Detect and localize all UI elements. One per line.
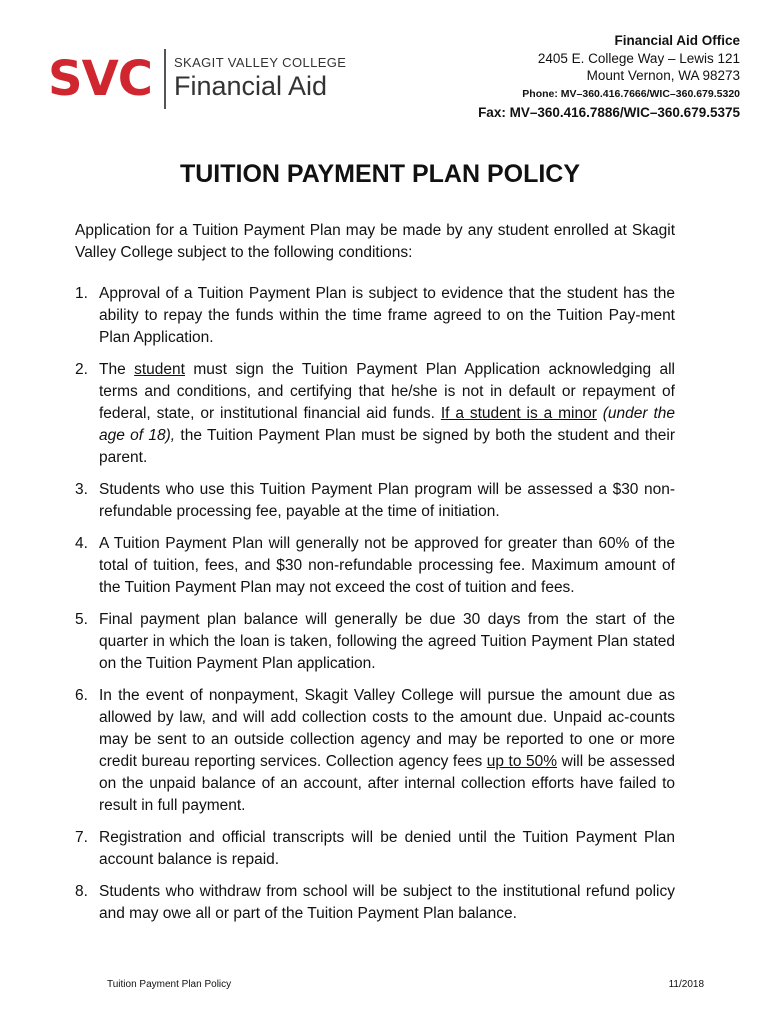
policy-body (75, 220, 675, 935)
policy-condition-item (75, 359, 675, 469)
logo-department-name: Financial Aid (173, 70, 328, 101)
condition-number: 7. (75, 829, 88, 846)
footer-document-name: Tuition Payment Plan Policy (107, 979, 232, 990)
policy-condition-item (75, 533, 675, 599)
condition-text-run: will be assessed on the unpaid balance of an account, after internal collection efforts have failed to result in full payment. (99, 753, 675, 814)
office-address-line2: Mount Vernon, WA 98273 (586, 68, 740, 83)
office-title: Financial Aid Office (614, 33, 740, 48)
condition-text-underline: If a student is a minor (440, 405, 597, 422)
condition-text-run: Registration and official transcripts will be denied until the Tuition Payment Plan account balance is repaid. (99, 829, 675, 868)
condition-text-run: A Tuition Payment Plan will generally not be approved for greater than 60% of the total of tuition, fees, and $30 non-refundable processing fee. Maximum amount of the Tuition Payment Plan may not exceed the cost of tuition and fees. (99, 535, 675, 596)
condition-text-run: must sign the Tuition Payment Plan Application acknowledging all terms and conditions, and certifying that he/she is not in default or repayment of federal, state, or institutional financial aid funds. (99, 361, 675, 422)
condition-number: 6. (75, 687, 88, 704)
policy-condition-item (75, 685, 675, 817)
condition-text-run: In the event of nonpayment, Skagit Valley College will pursue the amount due as allowed by law, and will add collection costs to the amount due. Unpaid ac-counts may be sent to an outside collection agency and may be reported to one or more credit bureau reporting services. Collection agency fees (99, 687, 675, 770)
office-contact-block (478, 32, 740, 123)
condition-number: 4. (75, 535, 88, 552)
condition-text-run: Final payment plan balance will generally be due 30 days from the start of the quarter in which the loan is taken, following the agreed Tuition Payment Plan stated on the Tuition Payment Plan application. (99, 611, 675, 672)
condition-text-underline: up to 50% (486, 753, 558, 770)
condition-text-run: The (99, 361, 135, 378)
office-phone: Phone: MV–360.416.7666/WIC–360.679.5320 (522, 88, 740, 100)
policy-condition-item (75, 881, 675, 925)
condition-text-italic: (under the age of 18), (99, 405, 675, 444)
policy-condition-item (75, 827, 675, 871)
condition-text (99, 479, 675, 523)
logo-mark: SVC (48, 51, 152, 107)
office-address-line1: 2405 E. College Way – Lewis 121 (537, 51, 740, 66)
condition-text-run: Students who use this Tuition Payment Plan program will be assessed a $30 non-refundable processing fee, payable at the time of initiation. (99, 481, 675, 520)
logo-college-name: SKAGIT VALLEY COLLEGE (173, 55, 347, 71)
condition-number: 2. (75, 361, 88, 378)
svc-financial-aid-logo (48, 48, 346, 110)
condition-text (99, 685, 675, 817)
intro-paragraph: Application for a Tuition Payment Plan may be made by any student enrolled at Skagit Valley College subject to the following conditions: (75, 222, 675, 261)
condition-text-underline: student (134, 361, 185, 378)
condition-number: 8. (75, 883, 88, 900)
condition-text (99, 881, 675, 925)
condition-text (99, 283, 675, 349)
policy-conditions-list (75, 283, 675, 925)
condition-text-run: Students who withdraw from school will be subject to the institutional refund policy and may owe all or part of the Tuition Payment Plan balance. (99, 883, 675, 922)
condition-number: 3. (75, 481, 88, 498)
condition-text-run: Approval of a Tuition Payment Plan is subject to evidence that the student has the ability to repay the funds within the time frame agreed to on the Tuition Pay-ment Plan Application. (99, 285, 675, 346)
condition-text (99, 827, 675, 871)
condition-text (99, 359, 675, 469)
policy-condition-item (75, 283, 675, 349)
office-fax: Fax: MV–360.416.7886/WIC–360.679.5375 (478, 105, 740, 120)
policy-condition-item (75, 479, 675, 523)
condition-number: 1. (75, 285, 88, 302)
condition-text (99, 533, 675, 599)
logo-divider (164, 49, 166, 109)
condition-number: 5. (75, 611, 88, 628)
logo-text (174, 56, 346, 101)
condition-text (99, 609, 675, 675)
document-title: TUITION PAYMENT PLAN POLICY (179, 160, 581, 188)
condition-text-run: the Tuition Payment Plan must be signed by both the student and their parent. (99, 427, 676, 466)
footer-revision-date: 11/2018 (668, 979, 704, 990)
policy-condition-item (75, 609, 675, 675)
